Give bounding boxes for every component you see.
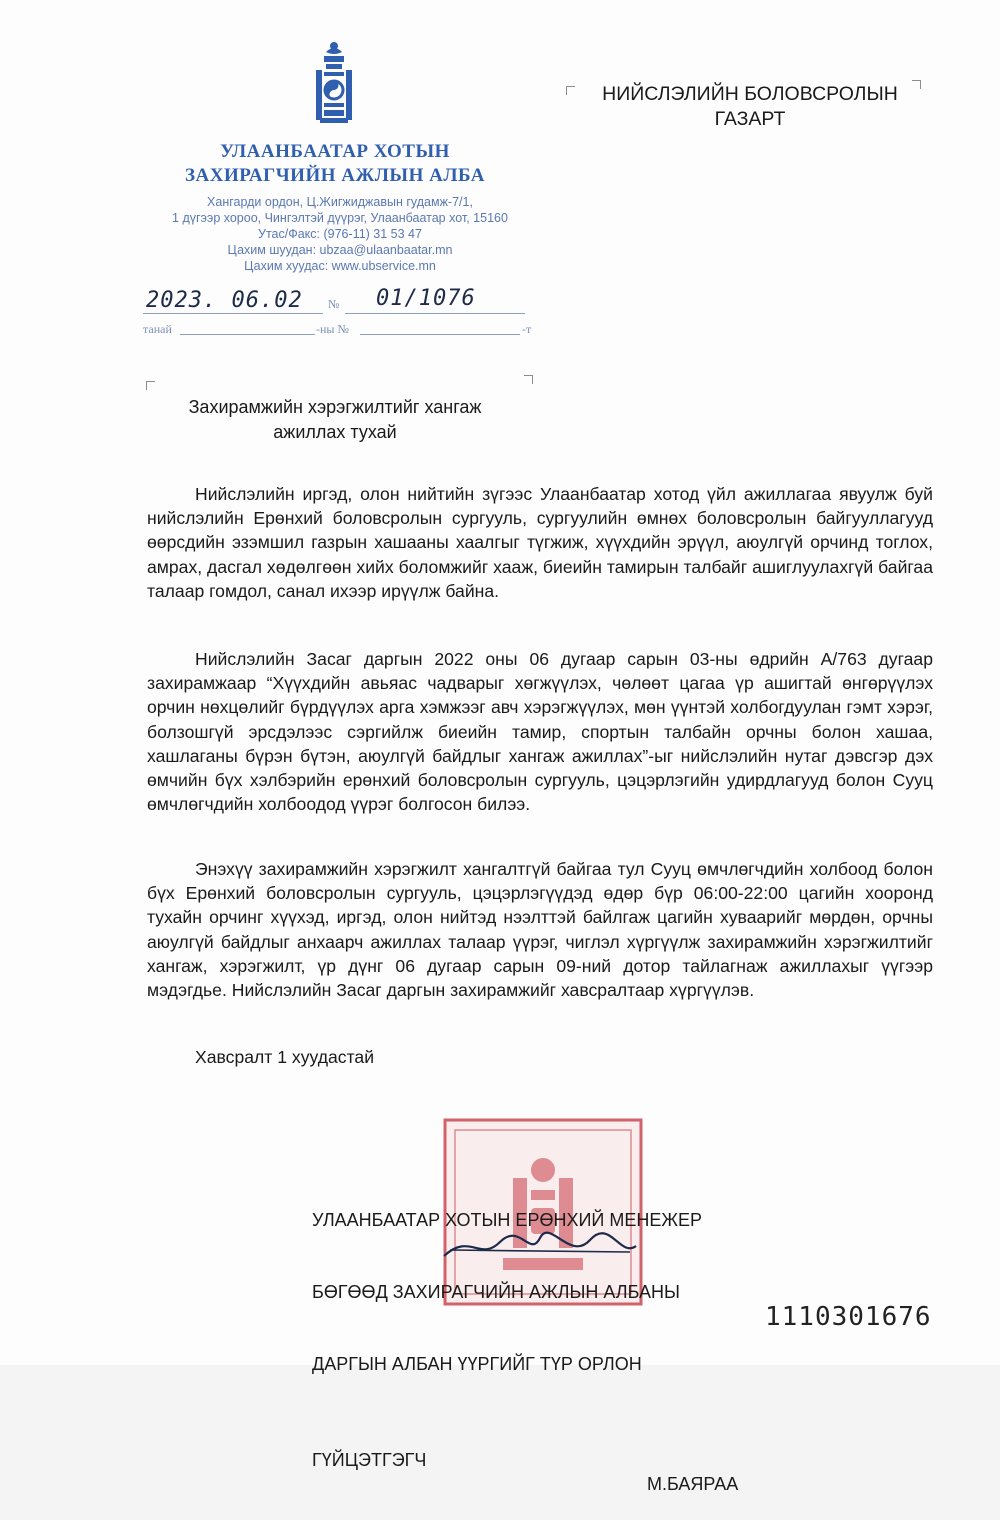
- subject-corner-right: [524, 375, 533, 384]
- signatory-role: ГҮЙЦЭТГЭГЧ: [312, 1450, 427, 1470]
- organization-contacts: [110, 194, 570, 274]
- org-name-line2: ЗАХИРАГЧИЙН АЖЛЫН АЛБА: [184, 165, 486, 186]
- email-address: Цахим шуудан: ubzaa@ulaanbaatar.mn: [227, 243, 453, 257]
- recipient-line1: НИЙСЛЭЛИЙН БОЛОВСРОЛЫН: [602, 83, 898, 105]
- letter-date: 2023. 06.02: [146, 288, 303, 313]
- reply-label-end: -т: [522, 322, 532, 336]
- attachment-note: Хавсралт 1 хуудастай: [195, 1047, 375, 1067]
- state-emblem-icon: [310, 42, 358, 126]
- subject: [150, 395, 520, 445]
- body-paragraph-3: Энэхүү захирамжийн хэрэгжилт хангалтгүй байгаа тул Сууц өмчлөгчдийн холбоод болон бүх Ерөнхий боловсролын сургууль, цэцэрлэгүүдэд өдөр бүр 06:00-22:00 цагийн хооронд тухайн орчинг хүүхэд, иргэд, олон нийтэд нээлттэй байлгаж цагийн хуваарийг мөрдөн, орчны аюулгүй байдлыг анхаарч ажиллах талаар үүрэг, чиглэл хүргүүлж захирамжийн хэрэгжилтийг хангаж, хэрэгжилт, үр дүнг 06 дугаар сарын 09-ний дотор тайлагнаж ажиллахыг үүгээр мэдэгдье. Нийслэлийн Засаг даргын захирамжийг хавсралтаар хүргүүлэв.: [147, 859, 933, 1001]
- signature-block: [312, 1160, 782, 1496]
- reply-label-left: танай: [143, 322, 172, 336]
- website: Цахим хуудас: www.ubservice.mn: [244, 259, 436, 273]
- org-name-line1: УЛААНБААТАР ХОТЫН: [220, 141, 450, 162]
- recipient-line2: ГАЗАРТ: [714, 108, 786, 130]
- signature-line1: УЛААНБААТАР ХОТЫН ЕРӨНХИЙ МЕНЕЖЕР: [312, 1210, 702, 1230]
- signature-line4: [312, 1424, 782, 1494]
- reply-label-mid: -ны №: [316, 322, 349, 336]
- recipient: [570, 82, 930, 132]
- subject-line2: ажиллах тухай: [273, 422, 397, 442]
- body-paragraph-2: Нийслэлийн Засаг даргын 2022 оны 06 дугаар сарын 03-ны өдрийн А/763 дугаар захирамжаар “Хүүхдийн авьяас чадварыг хөгжүүлэх, чөлөөт цагаа үр ашигтай өнгөрүүлэх орчин нөхцөлийг бүрдүүлэх арга хэмжээг авч хэрэгжүүлэх, мөн үүнтэй холбогдуулан гэмт хэрэг, болзошгүй эрсдэлээс сэргийлж биеийн тамир, спортын талбайн орчны болон хашаа, хашлаганы бүрэн бүтэн, аюулгүй байдлыг хангаж ажиллах”-ыг нийслэлийн нутаг дэвсгэр дэх өмчийн бүх хэлбэрийн ерөнхий боловсролын сургууль, цэцэрлэгийн удирдлагууд болон Сууц өмчлөгчдийн холбоодод үүрэг болгосон билээ.: [147, 649, 933, 815]
- phone-fax: Утас/Факс: (976-11) 31 53 47: [258, 227, 422, 241]
- document-code: 1110301676: [765, 1302, 932, 1332]
- number-line: [345, 313, 525, 314]
- signatory-name: М.БАЯРАА: [647, 1474, 739, 1494]
- date-line: [143, 313, 323, 314]
- address-line1: Хангарди ордон, Ц.Жигжиджавын гудамж-7/1,: [207, 195, 473, 209]
- signature-line2: БӨГӨӨД ЗАХИРАГЧИЙН АЖЛЫН АЛБАНЫ: [312, 1282, 680, 1302]
- number-label: №: [328, 297, 340, 311]
- subject-corner-left: [146, 381, 155, 390]
- signature-line3: ДАРГЫН АЛБАН ҮҮРГИЙГ ТҮР ОРЛОН: [312, 1354, 642, 1374]
- organization-name: [140, 140, 530, 188]
- letter-number: 01/1076: [376, 286, 476, 311]
- subject-line1: Захирамжийн хэрэгжилтийг хангаж: [188, 397, 482, 417]
- reply-number-line: [360, 334, 520, 335]
- reply-date-line: [180, 334, 315, 335]
- address-line2: 1 дүгээр хороо, Чингэлтэй дүүрэг, Улаанбаатар хот, 15160: [172, 211, 508, 225]
- body-paragraph-1: Нийслэлийн иргэд, олон нийтийн зүгээс Улаанбаатар хотод үйл ажиллагаа явуулж буй нийслэлийн Ерөнхий боловсролын сургууль, сургуулийн өмнөх боловсролын байгууллагууд өөрсдийн эзэмшил газрын хашааны хаалгыг түгжиж, хүүхдийн эрүүл, аюулгүй орчинд тоглох, амрах, дасгал хөдөлгөөн хийх боломжийг хааж, биеийн тамирын талбайг ашиглуулахгүй байгаа талаар гомдол, санал ихээр ирүүлж байна.: [147, 484, 933, 601]
